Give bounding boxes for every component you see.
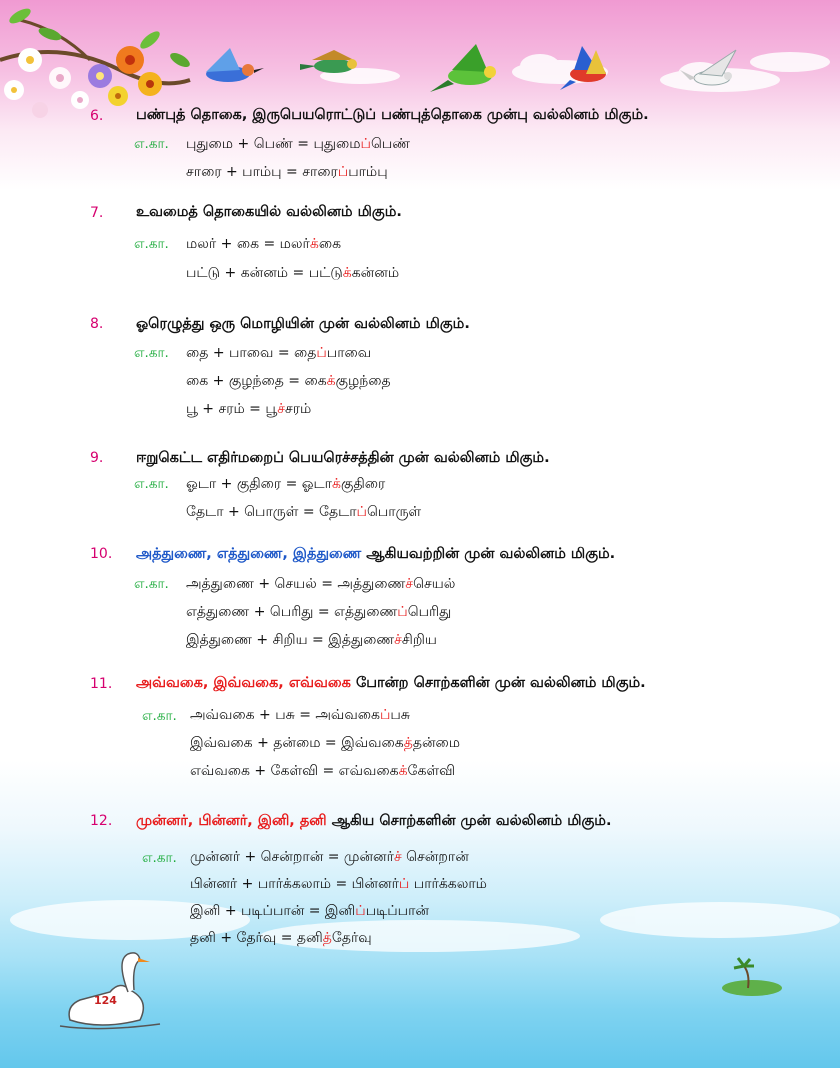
text-segment: பூ + சரம் = பூ	[186, 401, 278, 417]
island-icon	[722, 958, 782, 996]
example-line	[186, 401, 311, 419]
example-label: எ.கா.	[134, 345, 169, 361]
text-segment: பெரிது	[407, 604, 452, 620]
text-segment: இனி + படிப்பான் = இனி	[190, 903, 356, 919]
example-label: எ.கா.	[142, 708, 177, 724]
rule-number: 8.	[90, 316, 104, 332]
text-segment: மலர் + கை = மலர்	[186, 236, 310, 252]
highlighted-text: அத்துணை, எத்துணை, இத்துணை	[136, 546, 362, 562]
text-segment: ஓடா + குதிரை = ஓடா	[186, 476, 332, 492]
text-segment: செயல்	[413, 576, 456, 592]
text-segment: பாவை	[326, 345, 372, 361]
example-line	[186, 236, 341, 254]
text-segment: இத்துணை + சிறிய = இத்துணை	[186, 632, 395, 648]
text-segment: சாரை + பாம்பு = சாரை	[186, 164, 338, 180]
text-segment: எத்துணை + பெரிது = எத்துணை	[186, 604, 398, 620]
text-segment: ஆகிய சொற்களின் முன் வல்லினம் மிகும்.	[326, 813, 612, 829]
text-segment: கேள்வி	[407, 763, 456, 779]
example-line	[190, 707, 410, 725]
text-segment: பண்புத் தொகை, இருபெயரொட்டுப் பண்புத்தொகை முன்பு வல்லினம் மிகும்.	[136, 107, 649, 123]
rule-statement	[136, 107, 649, 125]
text-segment: எவ்வகை + கேள்வி = எவ்வகை	[190, 763, 399, 779]
text-segment: பாம்பு	[348, 164, 388, 180]
highlighted-text: ப்	[316, 345, 327, 361]
rule-statement	[136, 316, 470, 334]
text-segment: சிறிய	[401, 632, 437, 648]
text-segment: அத்துணை + செயல் = அத்துணை	[186, 576, 406, 592]
example-line	[186, 476, 385, 494]
example-line	[186, 265, 399, 283]
highlighted-text: க்	[398, 763, 408, 779]
rule-statement	[136, 813, 611, 831]
rule-number: 6.	[90, 108, 104, 124]
highlighted-text: க்	[331, 476, 341, 492]
rule-number: 11.	[90, 676, 113, 692]
text-segment: கை + குழந்தை = கை	[186, 373, 327, 389]
highlighted-text: க்	[309, 236, 319, 252]
highlighted-text: ப்	[356, 504, 367, 520]
text-segment: படிப்பான்	[365, 903, 429, 919]
highlighted-text: க்	[326, 373, 336, 389]
text-segment: புதுமை + பெண் = புதுமை	[186, 136, 361, 152]
example-line	[186, 604, 451, 622]
highlighted-text: ப்	[379, 707, 391, 723]
text-segment: கை	[318, 236, 342, 252]
text-segment: ஓரெழுத்து ஒரு மொழியின் முன் வல்லினம் மிகும்.	[136, 316, 470, 332]
highlighted-text: முன்னர், பின்னர், இனி, தனி	[136, 813, 327, 829]
text-segment: ஆகியவற்றின் முன் வல்லினம் மிகும்.	[361, 546, 616, 562]
rule-statement	[136, 450, 550, 468]
page-number: 124	[94, 994, 117, 1007]
text-segment: தனி + தேர்வு = தனி	[190, 930, 323, 946]
flower-branch-icon	[0, 6, 192, 118]
highlighted-text: அவ்வகை, இவ்வகை, எவ்வகை	[136, 675, 351, 691]
text-segment: முன்னர் + சென்றான் = முன்னர்	[190, 849, 394, 865]
rule-statement	[136, 675, 646, 693]
text-segment: குழந்தை	[335, 373, 391, 389]
text-segment: பெண்	[370, 136, 411, 152]
highlighted-text: ப்	[337, 164, 349, 180]
text-segment: பார்க்கலாம்	[409, 876, 487, 892]
text-segment: தை + பாவை = தை	[186, 345, 317, 361]
rule-number: 10.	[90, 546, 113, 562]
example-line	[190, 763, 455, 781]
highlighted-text: த்	[322, 930, 332, 946]
bird-icon	[206, 48, 264, 82]
highlighted-text: ச்	[394, 632, 402, 648]
bird-icon	[300, 50, 357, 73]
rule-number: 12.	[90, 813, 113, 829]
text-segment: பசு	[390, 707, 410, 723]
text-segment: ஈறுகெட்ட எதிர்மறைப் பெயரெச்சத்தின் முன் வல்லினம் மிகும்.	[136, 450, 550, 466]
example-line	[186, 632, 437, 650]
highlighted-text: ச்	[393, 849, 402, 865]
highlighted-text: ப்	[360, 136, 371, 152]
text-segment: தேர்வு	[331, 930, 372, 946]
text-segment: கன்னம்	[351, 265, 400, 281]
text-segment: குதிரை	[340, 476, 386, 492]
swan-icon	[60, 953, 160, 1029]
example-label: எ.கா.	[134, 236, 169, 252]
highlighted-text: ச்	[405, 576, 414, 592]
rule-statement	[136, 546, 615, 564]
example-line	[186, 504, 421, 522]
example-line	[186, 164, 388, 182]
rule-number: 9.	[90, 450, 104, 466]
text-segment: பின்னர் + பார்க்கலாம் = பின்னர்	[190, 876, 399, 892]
example-label: எ.கா.	[134, 136, 169, 152]
bird-icon	[430, 44, 496, 92]
example-line	[190, 849, 469, 867]
text-segment: அவ்வகை + பசு = அவ்வகை	[190, 707, 380, 723]
highlighted-text: ப்	[398, 876, 410, 892]
highlighted-text: ச்	[277, 401, 285, 417]
rule-statement	[136, 204, 402, 222]
example-line	[186, 136, 410, 154]
example-line	[186, 373, 391, 391]
example-line	[190, 876, 487, 894]
highlighted-text: ப்	[355, 903, 366, 919]
highlighted-text: ப்	[397, 604, 408, 620]
rule-number: 7.	[90, 205, 104, 221]
example-line	[186, 576, 455, 594]
text-segment: தேடா + பொருள் = தேடா	[186, 504, 357, 520]
example-line	[190, 903, 429, 921]
highlighted-text: த்	[403, 735, 413, 751]
example-label: எ.கா.	[134, 576, 169, 592]
example-line	[186, 345, 371, 363]
example-line	[190, 735, 460, 753]
text-segment: தன்மை	[412, 735, 461, 751]
text-segment: இவ்வகை + தன்மை = இவ்வகை	[190, 735, 404, 751]
text-segment: பட்டு + கன்னம் = பட்டு	[186, 265, 343, 281]
example-label: எ.கா.	[134, 476, 169, 492]
text-segment: போன்ற சொற்களின் முன் வல்லினம் மிகும்.	[350, 675, 646, 691]
example-label: எ.கா.	[142, 850, 177, 866]
text-segment: உவமைத் தொகையில் வல்லினம் மிகும்.	[136, 204, 402, 220]
text-segment: சரம்	[284, 401, 312, 417]
example-line	[190, 930, 372, 948]
text-segment: பொருள்	[366, 504, 422, 520]
text-segment: சென்றான்	[401, 849, 469, 865]
highlighted-text: க்	[342, 265, 352, 281]
